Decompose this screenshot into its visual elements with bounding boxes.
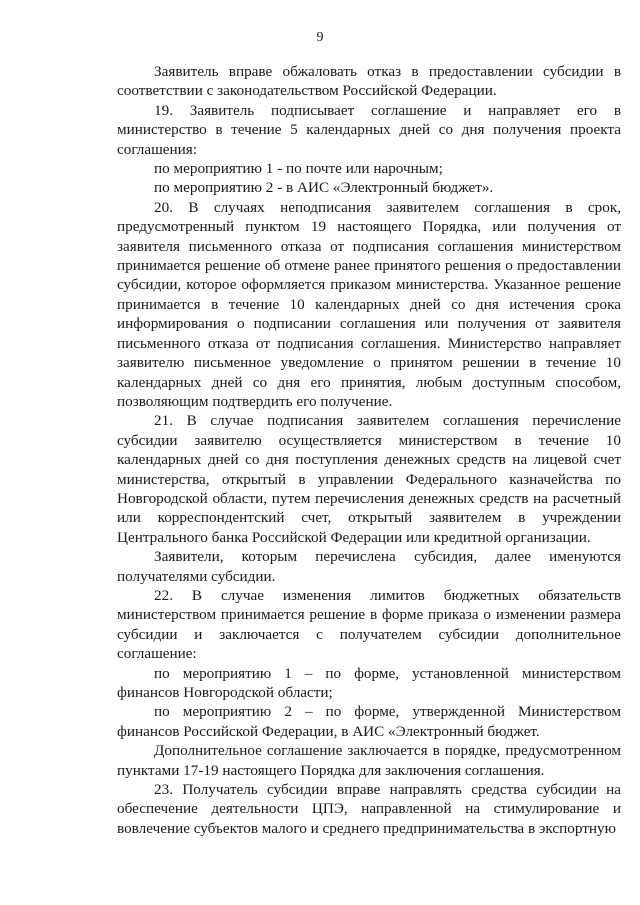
paragraph-21-recipients: Заявители, которым перечислена субсидия, далее именуются получателями субсидии. — [117, 548, 621, 585]
page-number: 9 — [316, 30, 324, 45]
paragraph-22-item-1: по мероприятию 1 – по форме, установленной министерством финансов Новгородской области; — [117, 664, 621, 701]
paragraph-19-item-1: по мероприятию 1 - по почте или нарочным; — [154, 160, 443, 178]
paragraph-20: 20. В случаях неподписания заявителем соглашения в срок, предусмотренный пунктом 19 настоящего Порядка, или получения от заявителя письменного отказа от подписания соглашения министерством принимается решение об отмене ранее принятого решения о предоставлении субсидии, которое оформляется приказом министерства. Указанное решение принимается в течение 10 календарных дней со дня истечения срока информирования о подписании соглашения или получения от заявителя письменного отказа от подписания соглашения. Министерство направляет заявителю письменное уведомление о принятом решении в течение 10 календарных дней со дня его принятия, любым доступным способом, позволяющим подтвердить его получение. — [117, 198, 621, 410]
paragraph-23: 23. Получатель субсидии вправе направлять средства субсидии на обеспечение деятельности ЦПЭ, направленной на стимулирование и вовлечение субъектов малого и среднего предпринимательства в экспортную — [117, 781, 621, 837]
paragraph-22-item-2: по мероприятию 2 – по форме, утвержденной Министерством финансов Российской Федерации, в АИС «Электронный бюджет. — [117, 703, 621, 740]
paragraph-22: 22. В случае изменения лимитов бюджетных обязательств министерством принимается решение в форме приказа о изменении размера субсидии и заключается с получателем субсидии дополнительное соглашение: — [117, 586, 621, 663]
document-body — [117, 62, 621, 838]
paragraph-22-additional: Дополнительное соглашение заключается в порядке, предусмотренном пунктами 17-19 настоящего Порядка для заключения соглашения. — [117, 742, 621, 779]
paragraph-19-item-2: по мероприятию 2 - в АИС «Электронный бюджет». — [154, 179, 494, 197]
paragraph-appeal: Заявитель вправе обжаловать отказ в предоставлении субсидии в соответствии с законодательством Российской Федерации. — [117, 63, 621, 100]
paragraph-21: 21. В случае подписания заявителем соглашения перечисление субсидии заявителю осуществляется министерством в течение 10 календарных дней со дня поступления денежных средств на лицевой счет министерства, открытый в управлении Федерального казначейства по Новгородской области, путем перечисления денежных средств на расчетный или корреспондентский счет, открытый заявителем в учреждении Центрального банка Российской Федерации или кредитной организации. — [117, 412, 621, 546]
paragraph-19: 19. Заявитель подписывает соглашение и направляет его в министерство в течение 5 календарных дней со дня получения проекта соглашения: — [117, 101, 621, 158]
